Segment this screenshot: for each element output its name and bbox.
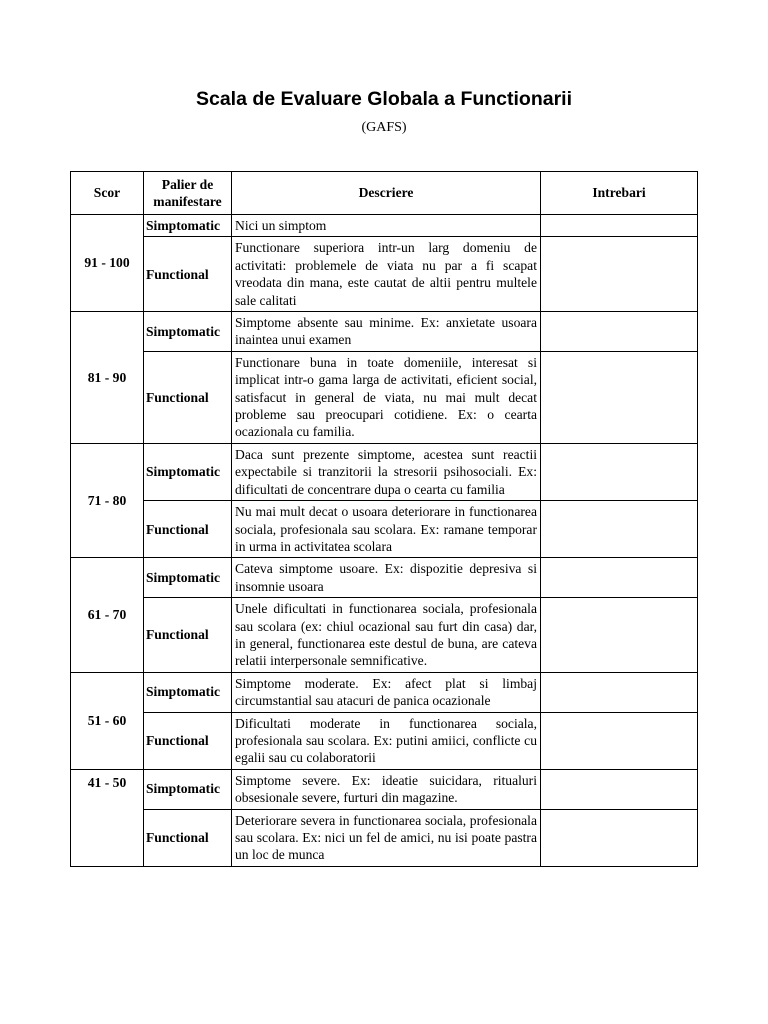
page-subtitle: (GAFS) (361, 120, 407, 135)
gafs-table (70, 171, 698, 867)
description-functional: Dificultati moderate in functionarea sociala, profesionala sau scolara. Ex: putini amiici, conflicte cu egalii sau cu colaboratorii (232, 712, 541, 769)
table-row (71, 558, 698, 598)
description-functional: Nu mai mult decat o usoara deteriorare in functionarea sociala, profesionala sau scolara. Ex: ramane temporar in urma in activitatea scolara (232, 501, 541, 558)
header-questions: Intrebari (541, 172, 698, 215)
level-functional: Functional (144, 351, 232, 443)
description-symptomatic: Cateva simptome usoare. Ex: dispozitie depresiva si insomnie usoara (232, 558, 541, 598)
level-symptomatic: Simptomatic (144, 312, 232, 352)
questions-cell (541, 501, 698, 558)
table-row (71, 351, 698, 443)
table-row (71, 312, 698, 352)
questions-cell (541, 237, 698, 312)
questions-cell (541, 558, 698, 598)
level-symptomatic: Simptomatic (144, 443, 232, 500)
level-symptomatic: Simptomatic (144, 672, 232, 712)
description-functional: Unele dificultati in functionarea sociala, profesionala sau scolara (ex: chiul ocazional sau furt din casa) dar, in general, functionarea este destul de buna, are cateva relatii interpersonale semnificative. (232, 598, 541, 673)
level-functional: Functional (144, 598, 232, 673)
questions-cell (541, 598, 698, 673)
table-row (71, 712, 698, 769)
questions-cell (541, 312, 698, 352)
header-description: Descriere (232, 172, 541, 215)
level-functional: Functional (144, 501, 232, 558)
header-level: Palier de manifestare (144, 172, 232, 215)
level-symptomatic: Simptomatic (144, 769, 232, 809)
table-row (71, 672, 698, 712)
questions-cell (541, 351, 698, 443)
table-header-row (71, 172, 698, 215)
score-cell: 51 - 60 (71, 672, 144, 769)
description-symptomatic: Nici un simptom (232, 215, 541, 237)
questions-cell (541, 809, 698, 866)
questions-cell (541, 443, 698, 500)
description-symptomatic: Simptome severe. Ex: ideatie suicidara, ritualuri obsesionale severe, furturi din magazine. (232, 769, 541, 809)
description-symptomatic: Daca sunt prezente simptome, acestea sunt reactii expectabile si tranzitorii la stresorii psihosociali. Ex: dificultati de concentrare dupa o cearta cu familia (232, 443, 541, 500)
description-functional: Functionare buna in toate domeniile, interesat si implicat intr-o gama larga de activitati, eficient social, satisfacut in general de viata, nu mai mult decat probleme sau preocupari cotidiene. Ex: o cearta ocazionala cu familia. (232, 351, 541, 443)
table-container (70, 171, 698, 944)
table-row (71, 237, 698, 312)
description-functional: Functionare superiora intr-un larg domeniu de activitati: problemele de viata nu par a fi scapat vreodata din mana, este cautat de altii pentru multele sale calitati (232, 237, 541, 312)
description-symptomatic: Simptome absente sau minime. Ex: anxietate usoara inaintea unui examen (232, 312, 541, 352)
score-cell: 71 - 80 (71, 443, 144, 557)
questions-cell (541, 712, 698, 769)
questions-cell (541, 215, 698, 237)
score-cell: 41 - 50 (71, 769, 144, 866)
questions-cell (541, 769, 698, 809)
level-functional: Functional (144, 809, 232, 866)
table-row (71, 443, 698, 500)
header-score: Scor (71, 172, 144, 215)
score-cell: 61 - 70 (71, 558, 144, 672)
level-symptomatic: Simptomatic (144, 558, 232, 598)
description-symptomatic: Simptome moderate. Ex: afect plat si limbaj circumstantial sau atacuri de panica ocazionale (232, 672, 541, 712)
level-functional: Functional (144, 712, 232, 769)
score-cell: 81 - 90 (71, 312, 144, 444)
table-row (71, 809, 698, 866)
level-functional: Functional (144, 237, 232, 312)
table-row (71, 215, 698, 237)
level-symptomatic: Simptomatic (144, 215, 232, 237)
table-row (71, 769, 698, 809)
page-title: Scala de Evaluare Globala a Functionarii (195, 88, 573, 110)
table-row (71, 501, 698, 558)
description-functional: Deteriorare severa in functionarea sociala, profesionala sau scolara. Ex: nici un fel de amici, nu isi poate pastra un loc de munca (232, 809, 541, 866)
score-cell: 91 - 100 (71, 215, 144, 312)
questions-cell (541, 672, 698, 712)
table-row (71, 598, 698, 673)
